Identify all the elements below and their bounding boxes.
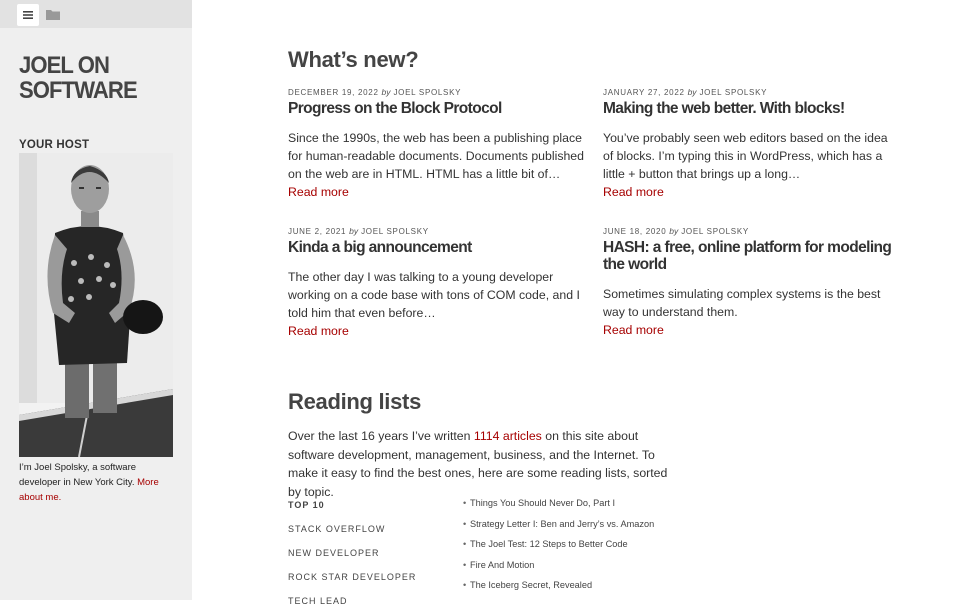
- post-excerpt: The other day I was talking to a young developer working on a code base with tons of COM code, and I told him that even before…: [288, 270, 580, 320]
- topic-list: [288, 495, 438, 615]
- read-more-link[interactable]: Read more: [603, 185, 664, 199]
- post-author-link[interactable]: JOEL SPOLSKY: [361, 227, 429, 236]
- bullet-icon: •: [463, 518, 467, 529]
- bullet-icon: •: [463, 580, 467, 590]
- post-by: by: [687, 87, 697, 97]
- post-excerpt: Since the 1990s, the web has been a publishing place for human-readable documents. Documents published on the web are in HTML. HTML has a little bit of…: [288, 131, 584, 181]
- post-date: JUNE 2, 2021: [288, 227, 347, 236]
- article-link[interactable]: The Iceberg Secret, Revealed: [470, 580, 593, 590]
- topic-item-tech-lead[interactable]: TECH LEAD: [288, 596, 348, 606]
- post-date: JANUARY 27, 2022: [603, 88, 685, 97]
- list-item[interactable]: [463, 556, 713, 577]
- post-card: [603, 226, 893, 339]
- host-bio: [19, 460, 179, 505]
- post-meta: [603, 87, 893, 98]
- post-excerpt: Sometimes simulating complex systems is the best way to understand them.: [603, 287, 881, 319]
- hamburger-menu-icon: [17, 4, 39, 26]
- menu-button[interactable]: [17, 4, 39, 26]
- topic-item-stack-overflow[interactable]: STACK OVERFLOW: [288, 524, 386, 534]
- reading-lists-heading: Reading lists: [288, 389, 422, 414]
- reading-list-articles: [463, 494, 713, 597]
- bullet-icon: •: [463, 498, 467, 508]
- read-more-link[interactable]: Read more: [603, 323, 664, 337]
- post-excerpt: You’ve probably seen web editors based on the idea of blocks. I’m typing this in WordPress, which has a little + button that brings up a long…: [603, 131, 888, 181]
- articles-count-link[interactable]: 1114 articles: [473, 429, 542, 443]
- bullet-icon: •: [463, 559, 467, 570]
- site-title[interactable]: JOEL ON SOFTWARE: [19, 52, 137, 104]
- read-more-link[interactable]: Read more: [288, 185, 349, 199]
- post-card: [603, 87, 893, 201]
- post-title-link[interactable]: Making the web better. With blocks!: [603, 100, 845, 117]
- article-link[interactable]: Things You Should Never Do, Part I: [470, 498, 616, 508]
- post-date: JUNE 18, 2020: [603, 227, 667, 236]
- bullet-icon: •: [463, 539, 467, 549]
- host-heading: YOUR HOST: [19, 139, 90, 151]
- post-author-link[interactable]: JOEL SPOLSKY: [681, 227, 749, 236]
- host-photo: [19, 153, 173, 457]
- post-card: [288, 226, 588, 340]
- list-item[interactable]: [463, 576, 713, 597]
- post-by: by: [669, 226, 679, 236]
- post-author-link[interactable]: JOEL SPOLSKY: [699, 88, 768, 97]
- post-title-link[interactable]: Kinda a big announcement: [288, 239, 472, 256]
- post-date: DECEMBER 19, 2022: [288, 88, 379, 97]
- more-about-me-link[interactable]: More about me.: [19, 477, 159, 503]
- article-link[interactable]: Fire And Motion: [470, 559, 535, 570]
- post-meta: [288, 226, 588, 237]
- post-title-link[interactable]: HASH: a free, online platform for modeling the world: [603, 239, 892, 273]
- post-by: by: [349, 226, 359, 236]
- folder-icon: [43, 4, 65, 26]
- post-meta: [603, 226, 893, 237]
- topic-item-rock-star-developer[interactable]: ROCK STAR DEVELOPER: [288, 572, 417, 582]
- article-link[interactable]: Strategy Letter I: Ben and Jerry’s vs. Amazon: [470, 518, 655, 529]
- post-meta: [288, 87, 588, 98]
- list-item[interactable]: [463, 535, 713, 556]
- list-item[interactable]: [463, 494, 713, 515]
- whats-new-heading: What’s new?: [288, 47, 419, 72]
- intro-text: on this site about software development, management, business, and the Internet. To make it easy to find the best ones, here are some reading lists, sorted by topic.: [288, 429, 668, 499]
- topic-item-top-10[interactable]: TOP 10: [288, 500, 325, 510]
- post-author-link[interactable]: JOEL SPOLSKY: [393, 88, 462, 97]
- post-card: [288, 87, 588, 201]
- post-title-link[interactable]: Progress on the Block Protocol: [288, 100, 502, 117]
- reading-lists-intro: [288, 427, 668, 501]
- sidebar: [0, 0, 192, 600]
- article-link[interactable]: The Joel Test: 12 Steps to Better Code: [470, 539, 628, 549]
- folder-button[interactable]: [43, 4, 65, 26]
- list-item[interactable]: [463, 515, 713, 536]
- topic-item-new-developer[interactable]: NEW DEVELOPER: [288, 548, 380, 558]
- intro-text: Over the last 16 years I’ve written: [288, 429, 474, 443]
- post-by: by: [381, 87, 391, 97]
- host-bio-text: I’m Joel Spolsky, a software developer in New York City.: [19, 462, 138, 488]
- read-more-link[interactable]: Read more: [288, 324, 349, 338]
